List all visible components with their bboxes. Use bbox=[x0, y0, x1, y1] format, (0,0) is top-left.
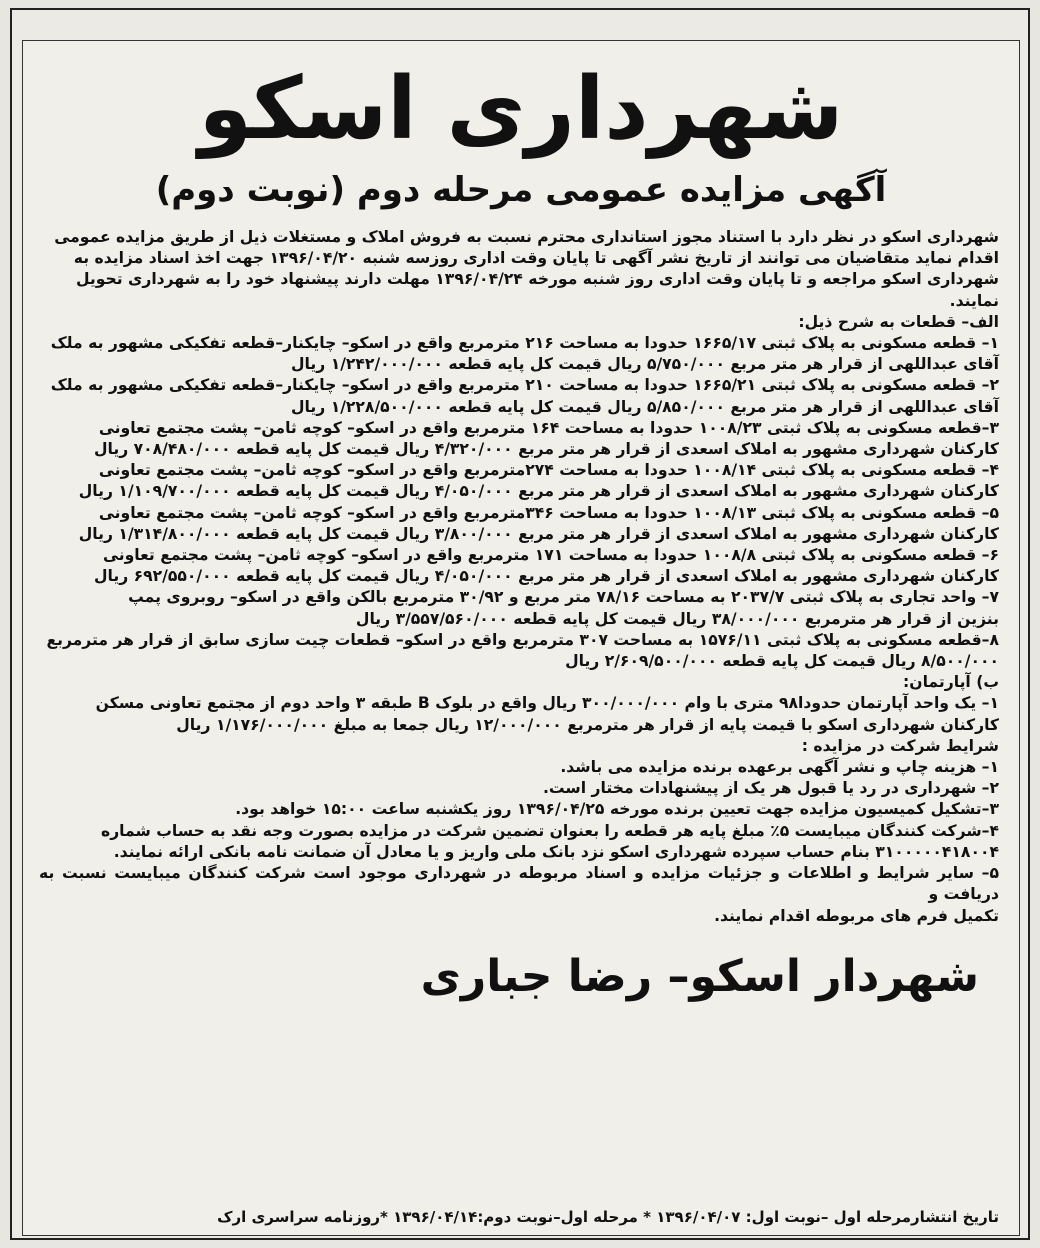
intro-line: اقدام نماید متقاضیان می توانند از تاریخ نشر آگهی تا پایان وقت اداری روزسه شنبه ۱۳۹۶/۰۴/۲۰ جهت اخذ اسناد مزایده به bbox=[73, 249, 999, 268]
list-line: کارکنان شهرداری مشهور به املاک اسعدی از قرار هر متر مربع ۴/۰۵۰/۰۰۰ ریال قیمت کل پایه قطعه ۶۹۲/۵۵۰/۰۰۰ ریال bbox=[93, 567, 999, 586]
list-line: ۲– قطعه مسکونی به پلاک ثبتی ۱۶۶۵/۲۱ حدودا به مساحت ۲۱۰ مترمربع واقع در اسکو– چایکنار–قطعه تفکیکی مشهور به ملک bbox=[50, 376, 999, 395]
list-line: کارکنان شهرداری مشهور به املاک اسعدی از قرار هر متر مربع ۴/۳۲۰/۰۰۰ ریال قیمت کل پایه قطعه ۷۰۸/۴۸۰/۰۰۰ ریال bbox=[93, 440, 999, 459]
announcement-body bbox=[23, 227, 1019, 927]
list-line: تکمیل فرم های مربوطه اقدام نمایند. bbox=[714, 906, 999, 925]
publication-footer: تاریخ انتشارمرحله اول –نوبت اول: ۱۳۹۶/۰۴/۰۷ * مرحله اول–نوبت دوم:۱۳۹۶/۰۴/۱۴ *روزنامه سراسری ارک bbox=[217, 1208, 999, 1226]
section-b-heading: ب) آپارتمان: bbox=[903, 673, 999, 692]
list-line: ۲– شهرداری در رد یا قبول هر یک از پیشنهادات مختار است. bbox=[542, 779, 999, 798]
list-line: ۴– قطعه مسکونی به پلاک ثبتی ۱۰۰۸/۱۴ حدودا به مساحت ۲۷۴مترمربع واقع در اسکو– کوچه ثامن– پشت مجتمع تعاونی bbox=[98, 461, 999, 480]
list-line: ۳۱۰۰۰۰۰۴۱۸۰۰۴ بنام حساب سپرده شهرداری اسکو نزد بانک ملی واریز و یا معادل آن ضمانت نامه بانکی ارائه نمایند. bbox=[113, 842, 999, 861]
list-line: ۳–تشکیل کمیسیون مزایده جهت تعیین برنده مورخه ۱۳۹۶/۰۴/۲۵ روز یکشنبه ساعت ۱۵:۰۰ خواهد بود. bbox=[235, 800, 999, 819]
section-b-list bbox=[39, 693, 999, 735]
page-title: شهرداری اسکو bbox=[198, 59, 844, 159]
list-line: ۱– یک واحد آپارتمان حدودا۹۸ متری با وام ۳۰۰/۰۰۰/۰۰۰ ریال واقع در بلوک B طبقه ۳ واحد دوم از مجتمع تعاونی مسکن bbox=[95, 694, 999, 713]
list-line: ۱– قطعه مسکونی به پلاک ثبتی ۱۶۶۵/۱۷ حدودا به مساحت ۲۱۶ مترمربع واقع در اسکو– چایکنار–قطعه تفکیکی مشهور به ملک bbox=[50, 334, 999, 353]
list-line: ۸/۵۰۰/۰۰۰ ریال قیمت کل پایه قطعه ۲/۶۰۹/۵۰۰/۰۰۰ ریال bbox=[565, 652, 999, 671]
announcement-subtitle: آگهی مزایده عمومی مرحله دوم (نوبت دوم) bbox=[155, 170, 887, 210]
list-line: ۵– سایر شرایط و اطلاعات و جزئیات مزایده و اسناد مربوطه در شهرداری موجود است شرکت کنندگان میبایست نسبت به دریافت و bbox=[39, 864, 999, 904]
list-line: ۱– هزینه چاپ و نشر آگهی برعهده برنده مزایده می باشد. bbox=[560, 758, 999, 777]
list-line: کارکنان شهرداری مشهور به املاک اسعدی از قرار هر متر مربع ۳/۸۰۰/۰۰۰ ریال قیمت کل پایه قطعه ۱/۳۱۴/۸۰۰/۰۰۰ ریال bbox=[78, 524, 999, 543]
list-line: کارکنان شهرداری اسکو با قیمت پایه از قرار هر مترمربع ۱۲/۰۰۰/۰۰۰ ریال جمعا به مبلغ ۱/۱۷۶/۰۰۰/۰۰۰ ریال bbox=[176, 715, 999, 734]
conditions-heading: شرایط شرکت در مزایده : bbox=[801, 736, 999, 755]
intro-line: نمایند. bbox=[949, 291, 999, 310]
list-line: بنزین از قرار هر مترمربع ۳۸/۰۰۰/۰۰۰ ریال قیمت کل پایه قطعه ۳/۵۵۷/۵۶۰/۰۰۰ ریال bbox=[355, 609, 999, 628]
intro-line: شهرداری اسکو در نظر دارد با استناد مجوز استانداری محترم نسبت به فروش املاک و مستغلات ذیل از طریق مزایده عمومی bbox=[54, 228, 999, 246]
conditions-list bbox=[39, 757, 999, 927]
list-line: ۷– واحد تجاری به پلاک ثبتی ۲۰۳۷/۷ به مساحت ۷۸/۱۶ متر مربع و ۳۰/۹۲ مترمربع بالکن واقع در اسکو– روبروی پمپ bbox=[128, 588, 999, 607]
list-line: ۸–قطعه مسکونی به پلاک ثبتی ۱۵۷۶/۱۱ به مساحت ۳۰۷ مترمربع واقع در اسکو– قطعات چیت سازی سابق از قرار هر مترمربع bbox=[46, 630, 999, 649]
section-a-heading: الف– قطعات به شرح ذیل: bbox=[798, 312, 999, 331]
list-line: ۴–شرکت کنندگان میبایست ۵٪ مبلغ پایه هر قطعه را بعنوان تضمین شرکت در مزایده بصورت وجه نقد به حساب شماره bbox=[101, 821, 999, 840]
section-a-list bbox=[39, 333, 999, 672]
announcement-box bbox=[22, 40, 1020, 1236]
intro-paragraph bbox=[39, 227, 999, 312]
signature: شهردار اسکو– رضا جباری bbox=[420, 950, 979, 1002]
list-line: کارکنان شهرداری مشهور به املاک اسعدی از قرار هر متر مربع ۴/۰۵۰/۰۰۰ ریال قیمت کل پایه قطعه ۱/۱۰۹/۷۰۰/۰۰۰ ریال bbox=[78, 482, 999, 501]
intro-line: شهرداری اسکو مراجعه و تا پایان وقت اداری روز شنبه مورخه ۱۳۹۶/۰۴/۲۴ مهلت دارند پیشنهاد خود را به شهرداری تحویل bbox=[75, 270, 999, 289]
list-line: آقای عبداللهی از قرار هر متر مربع ۵/۷۵۰/۰۰۰ ریال قیمت کل پایه قطعه ۱/۲۴۲/۰۰۰/۰۰۰ ریال bbox=[291, 355, 999, 374]
list-line: ۵– قطعه مسکونی به پلاک ثبتی ۱۰۰۸/۱۳ حدودا به مساحت ۳۴۶مترمربع واقع در اسکو– کوچه ثامن– پشت مجتمع تعاونی bbox=[98, 503, 999, 522]
list-line: ۳–قطعه مسکونی به پلاک ثبتی ۱۰۰۸/۲۳ حدودا به مساحت ۱۶۴ مترمربع واقع در اسکو– کوچه ثامن– پشت مجتمع تعاونی bbox=[98, 418, 999, 437]
list-line: ۶– قطعه مسکونی به پلاک ثبتی ۱۰۰۸/۸ حدودا به مساحت ۱۷۱ مترمربع واقع در اسکو– کوچه ثامن– پشت مجتمع تعاونی bbox=[102, 546, 999, 565]
list-line: آقای عبداللهی از قرار هر متر مربع ۵/۸۵۰/۰۰۰ ریال قیمت کل پایه قطعه ۱/۲۲۸/۵۰۰/۰۰۰ ریال bbox=[291, 397, 999, 416]
